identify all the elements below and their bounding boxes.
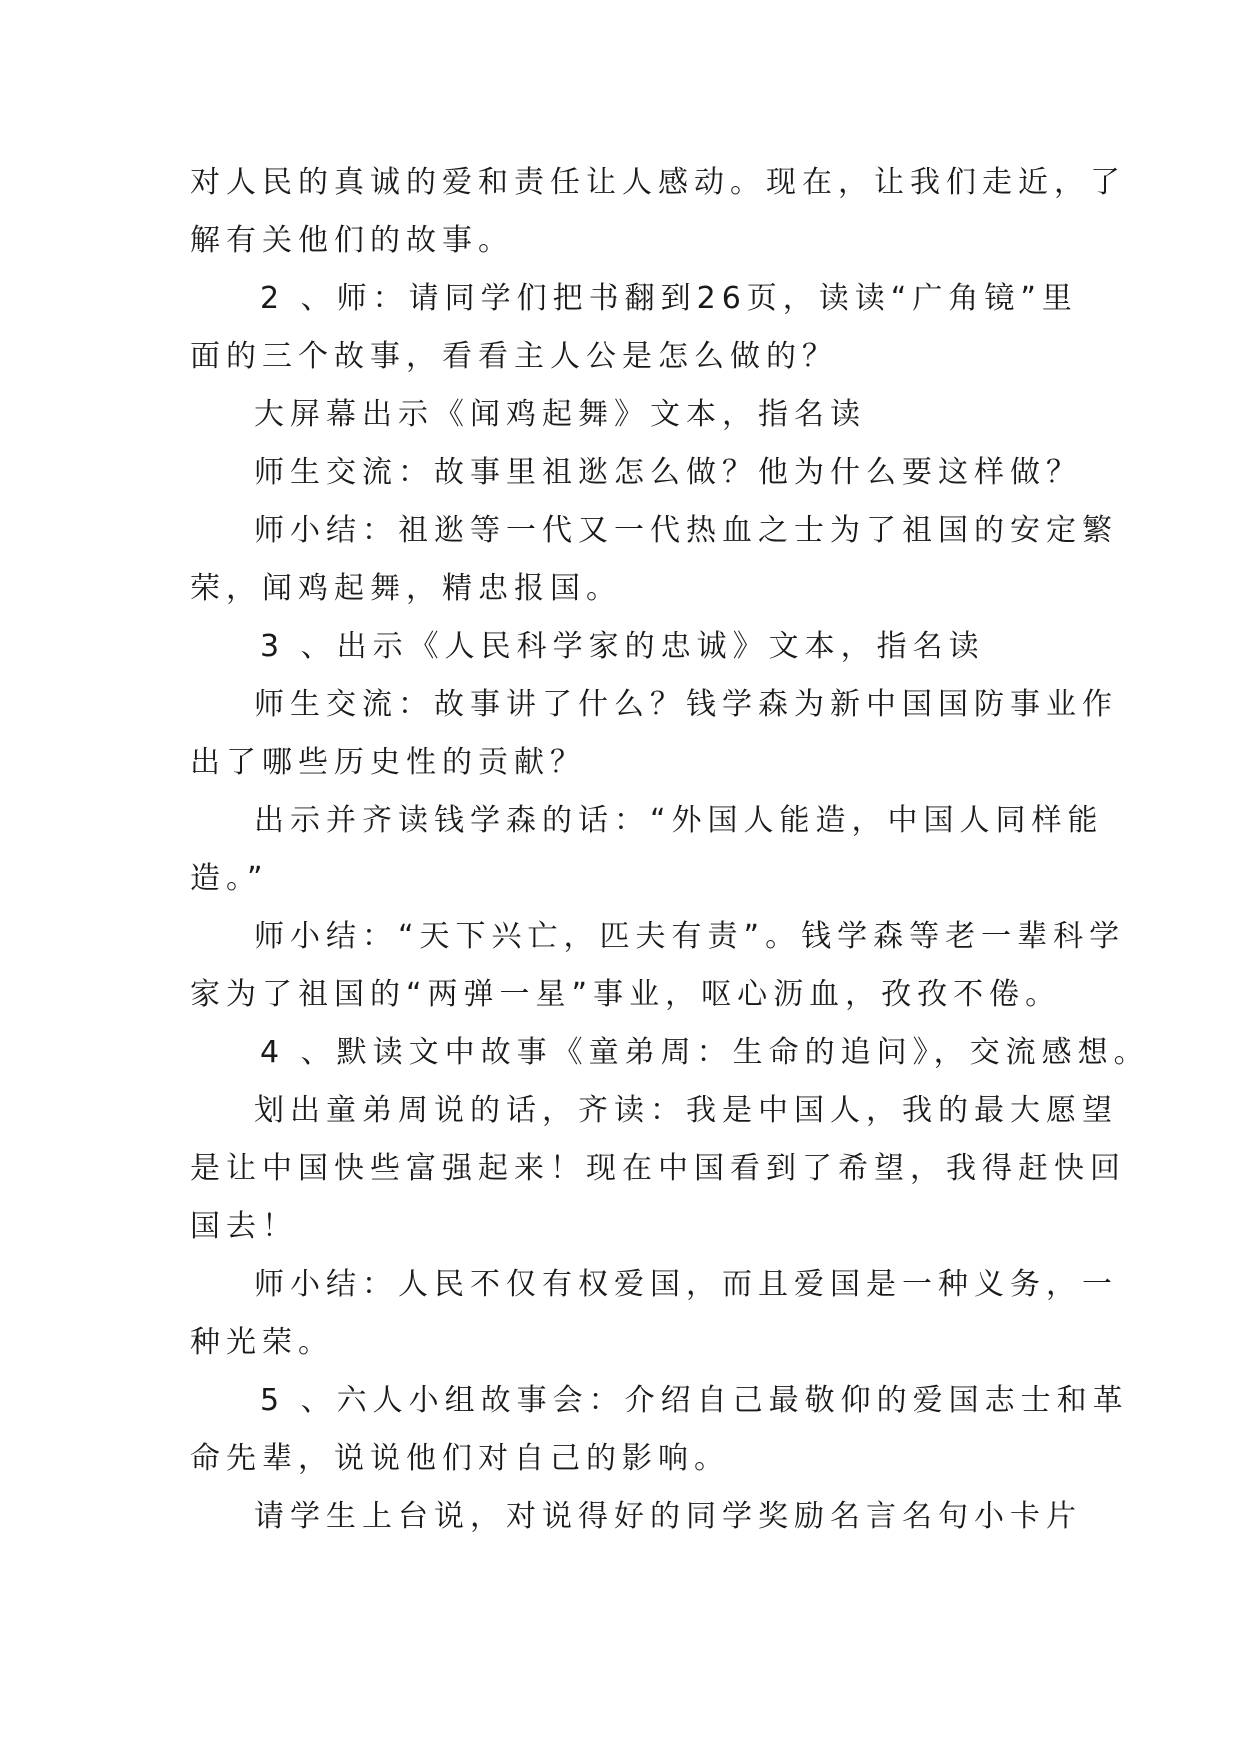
paragraph-line: 荣，闻鸡起舞，精忠报国。 xyxy=(190,571,622,606)
paragraph-line: 面的三个故事，看看主人公是怎么做的？ xyxy=(190,339,838,374)
paragraph-line: 解有关他们的故事。 xyxy=(190,223,514,258)
paragraph-line: 种光荣。 xyxy=(190,1325,334,1360)
paragraph-line: 划出童弟周说的话，齐读：我是中国人，我的最大愿望 xyxy=(254,1093,1118,1128)
paragraph-line: 4 、默读文中故事《童弟周：生命的追问》，交流感想。 xyxy=(260,1035,1150,1070)
paragraph-line: 对人民的真诚的爱和责任让人感动。现在，让我们走近，了 xyxy=(190,165,1126,200)
paragraph-line: 请学生上台说，对说得好的同学奖励名言名句小卡片 xyxy=(254,1499,1082,1534)
paragraph-line: 3 、出示《人民科学家的忠诚》文本，指名读 xyxy=(260,629,985,664)
paragraph-line: 师小结：祖逖等一代又一代热血之士为了祖国的安定繁 xyxy=(254,513,1118,548)
paragraph-line: 师小结：人民不仅有权爱国，而且爱国是一种义务，一 xyxy=(254,1267,1118,1302)
paragraph-line: 是让中国快些富强起来！现在中国看到了希望，我得赶快回 xyxy=(190,1151,1126,1186)
paragraph-line: 师生交流：故事讲了什么？钱学森为新中国国防事业作 xyxy=(254,687,1118,722)
paragraph-line: 出了哪些历史性的贡献？ xyxy=(190,745,586,780)
paragraph-line: 2 、师：请同学们把书翻到26页，读读“广角镜”里 xyxy=(260,281,1078,316)
paragraph-line: 5 、六人小组故事会：介绍自己最敬仰的爱国志士和革 xyxy=(260,1383,1129,1418)
paragraph-line: 造。” xyxy=(190,861,269,896)
paragraph-line: 出示并齐读钱学森的话：“外国人能造，中国人同样能 xyxy=(254,803,1104,838)
paragraph-line: 师小结：“天下兴亡，匹夫有责”。钱学森等老一辈科学 xyxy=(254,919,1126,954)
paragraph-line: 大屏幕出示《闻鸡起舞》文本，指名读 xyxy=(254,397,866,432)
document-body xyxy=(190,154,1150,1546)
paragraph-line: 国去！ xyxy=(190,1209,298,1244)
paragraph-line: 命先辈，说说他们对自己的影响。 xyxy=(190,1441,730,1476)
paragraph-line: 家为了祖国的“两弹一星”事业，呕心沥血，孜孜不倦。 xyxy=(190,977,1062,1012)
paragraph-line: 师生交流：故事里祖逖怎么做？他为什么要这样做？ xyxy=(254,455,1082,490)
